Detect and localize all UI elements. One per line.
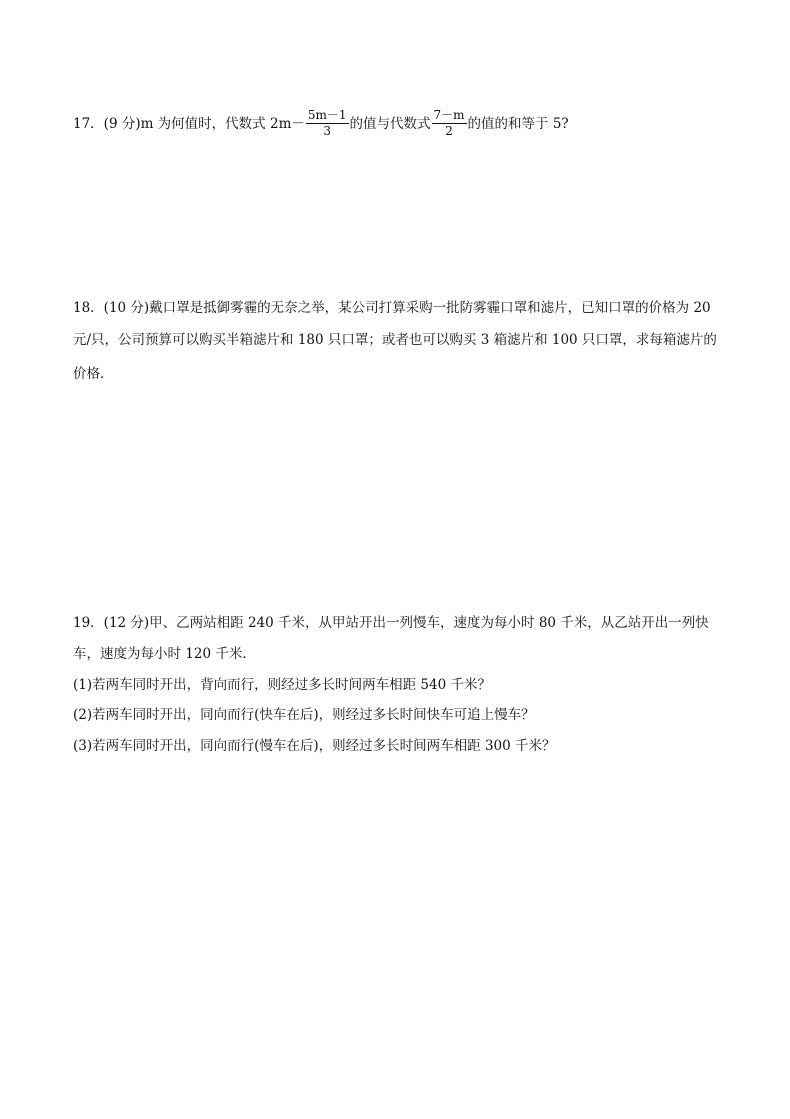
question-19-part-3: (3)若两车同时开出，同向而行(慢车在后)，则经过多长时间两车相距 300 千米？ xyxy=(73,738,556,754)
q17-middle: 的值与代数式 xyxy=(349,116,431,132)
question-19-part-2: (2)若两车同时开出，同向而行(快车在后)，则经过多长时间快车可追上慢车？ xyxy=(73,707,535,723)
fraction-2 xyxy=(432,108,467,139)
fraction-1-numerator: 5m－1 xyxy=(307,108,347,122)
fraction-1 xyxy=(306,108,349,139)
question-18-line-1: 18．(10 分)戴口罩是抵御雾霾的无奈之举，某公司打算采购一批防雾霾口罩和滤片，已知口罩的价格为 20 xyxy=(73,300,711,316)
fraction-2-denominator: 2 xyxy=(445,124,453,138)
question-18-line-3: 价格． xyxy=(73,366,114,382)
question-19-line-2: 车，速度为每小时 120 千米． xyxy=(73,646,256,662)
question-19-line-1: 19．(12 分)甲、乙两站相距 240 千米，从甲站开出一列慢车，速度为每小时 80 千米，从乙站开出一列快 xyxy=(73,615,709,631)
question-18-line-2: 元/只，公司预算可以购买半箱滤片和 180 只口罩；或者也可以购买 3 箱滤片和 100 只口罩，求每箱滤片的 xyxy=(73,332,717,348)
question-17 xyxy=(73,109,569,140)
fraction-1-denominator: 3 xyxy=(323,124,332,138)
question-19-part-1: (1)若两车同时开出，背向而行，则经过多长时间两车相距 540 千米？ xyxy=(73,677,491,693)
fraction-2-numerator: 7－m xyxy=(433,108,465,122)
q17-prefix: 17．(9 分)m 为何值时，代数式 2m－ xyxy=(73,116,305,132)
q17-suffix: 的值的和等于 5? xyxy=(467,116,569,132)
